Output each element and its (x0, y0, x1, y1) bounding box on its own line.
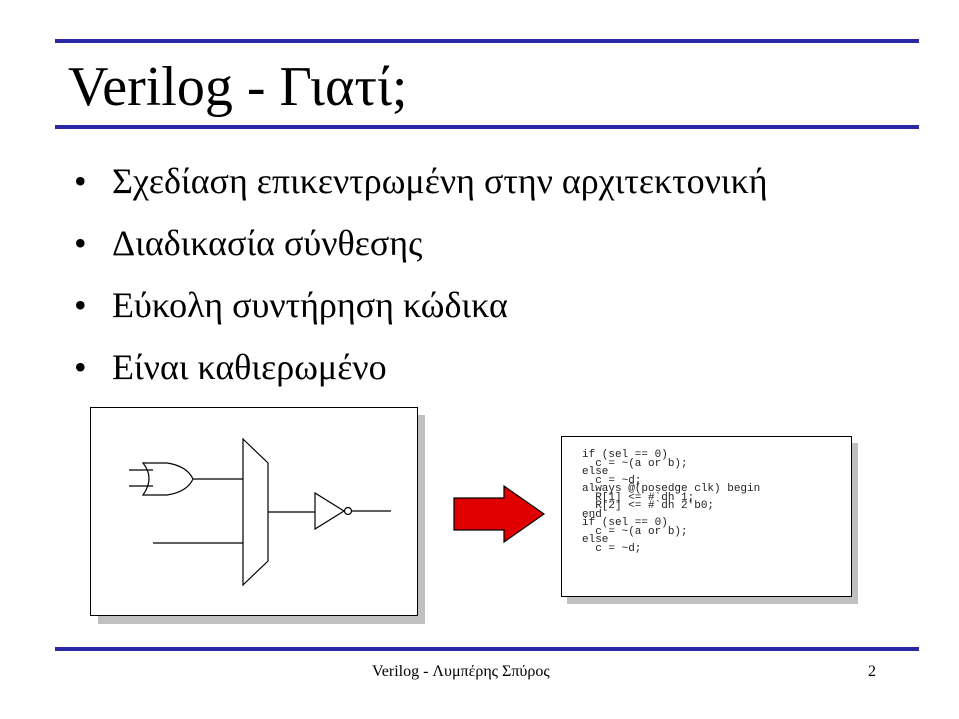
bullet-list (74, 150, 768, 398)
code-line: else (582, 534, 609, 546)
bullet-dot: • (74, 161, 87, 201)
footer-rule (55, 647, 919, 651)
bullet-item (74, 274, 768, 336)
page-number: 2 (868, 663, 876, 680)
bullet-text: Διαδικασία σύνθεσης (112, 223, 423, 263)
code-line: c = ~d; (582, 474, 642, 487)
bullet-text: Εύκολη συντήρηση κώδικα (112, 285, 508, 325)
code-line: always @(posedge clk) begin (582, 483, 761, 495)
bullet-text: Σχεδίαση επικεντρωμένη στην αρχιτεκτονική (112, 161, 768, 201)
code-line: c = ~(a or b); (582, 457, 688, 470)
top-rule (55, 39, 919, 43)
schematic-box (90, 407, 418, 616)
code-line: end (582, 508, 602, 521)
slide-title: Verilog - Γιατί; (68, 56, 408, 118)
bullet-item (74, 212, 768, 274)
code-line: R[2] <= #`dh 2'b0; (582, 500, 715, 512)
bullet-dot: • (74, 347, 87, 387)
right-arrow-icon (452, 485, 552, 545)
code-line: c = ~d; (582, 542, 642, 555)
or-gate-mux-inverter-schematic-icon (91, 408, 417, 615)
bullet-item (74, 336, 768, 398)
verilog-code-sample (582, 451, 760, 553)
bullet-dot: • (74, 223, 87, 263)
code-line: else (582, 466, 609, 478)
code-line: c = ~(a or b); (582, 525, 688, 538)
code-line: R[1] <= #`dh 1; (582, 491, 695, 504)
bullet-text: Είναι καθιερωμένο (112, 347, 387, 387)
code-line: if (sel == 0) (582, 449, 668, 461)
code-line: if (sel == 0) (582, 517, 668, 529)
footer-author: Verilog - Λυμπέρης Σπύρος (372, 663, 550, 680)
bullet-item (74, 150, 768, 212)
bullet-dot: • (74, 285, 87, 325)
title-underline-rule (55, 125, 919, 129)
